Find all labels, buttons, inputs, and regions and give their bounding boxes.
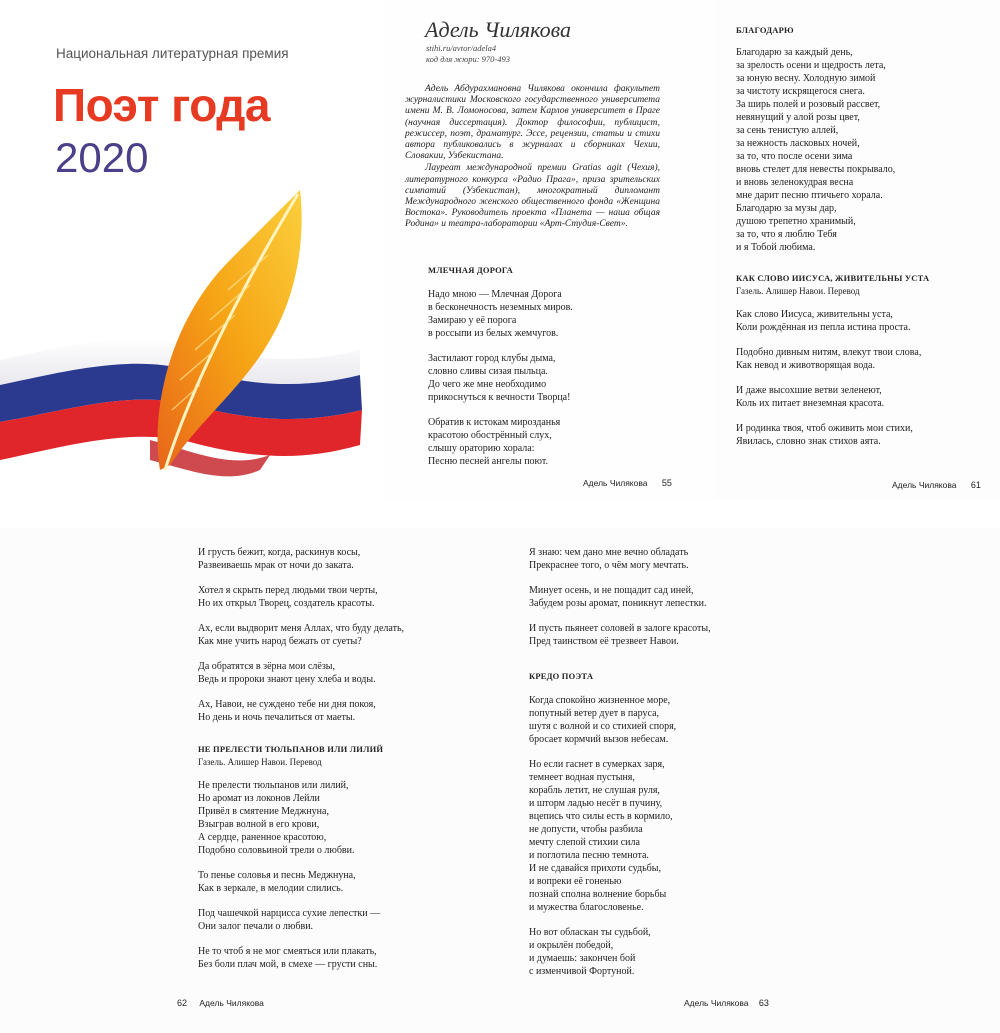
poem-line: За ширь полей и розовый рассвет, (736, 99, 881, 110)
author-url: stihi.ru/avtor/adela4 (426, 43, 497, 53)
prize-label: Национальная литературная премия (56, 46, 289, 61)
poem-line: Без боли плач мой, в смехе — грусти сны. (198, 959, 378, 970)
poem-line: вцепись что силы есть в кормило, (529, 811, 673, 822)
page-61 (715, 0, 1000, 500)
poem-line: Явилась, словно знак стихов аята. (736, 436, 881, 447)
poem-line: Прекраснее того, о чём могу мечтать. (529, 560, 689, 571)
poem-subtitle: Газель. Алишер Навои. Перевод (198, 757, 322, 767)
poem-line: Привёл в смятение Меджнуна, (198, 806, 329, 817)
poem-line: Но их открыл Творец, создатель красоты. (198, 598, 375, 609)
poem-body (736, 308, 921, 448)
poem-line: бросает кормчий вызов небесам. (529, 734, 669, 745)
poem-line: А сердце, раненное красотою, (198, 832, 327, 843)
poem-body (529, 694, 676, 978)
poem-line: Да обратятся в зёрна мои слёзы, (198, 661, 336, 672)
poem-line: Как слово Иисуса, живительны уста, (736, 309, 893, 320)
poem-line: Как невод и животворящая вода. (736, 360, 875, 371)
poem-line: за сень тенистую аллей, (736, 125, 839, 136)
poem-title: НЕ ПРЕЛЕСТИ ТЮЛЬПАНОВ ИЛИ ЛИЛИЙ (198, 744, 384, 754)
page-number: 62 (177, 998, 188, 1008)
poem-line: за юную весну. Холодную зимой (736, 73, 876, 84)
poem-line: Но аромат из локонов Лейли (198, 793, 320, 804)
poem-line: в бесконечность неземных миров. (428, 302, 573, 313)
poem-body (736, 46, 895, 254)
poem-line: корабль летит, не слушая руля, (529, 785, 660, 796)
footer-author: Адель Чилякова (684, 998, 749, 1008)
poem-line: Пред таинством её трезвеет Навои. (529, 636, 679, 647)
poem-line: и окрылён победой, (529, 940, 614, 951)
poem-line: Под чашечкой нарцисса сухие лепестки — (198, 908, 381, 919)
cover-title: Поэт года (53, 79, 270, 131)
poem-line: Застилают город клубы дыма, (428, 353, 556, 364)
poem-line: в россыпи из белых жемчугов. (428, 328, 559, 339)
page-number: 55 (661, 478, 672, 488)
poem-line: Минует осень, и не пощадит сад иней, (529, 585, 694, 596)
page-footer (177, 998, 264, 1008)
poem-line: Но вот обласкан ты судьбой, (529, 927, 651, 938)
poem-body (428, 288, 573, 468)
poem-line: за то, что после осени зима (736, 151, 853, 162)
poem-line: вновь стелет для невесты покрывало, (736, 164, 896, 175)
footer-author: Адель Чилякова (199, 998, 264, 1008)
poem-line: за нежность ласковых ночей, (736, 138, 860, 149)
poem-line: Но если гаснет в сумерках заря, (529, 759, 665, 770)
poem-title: КАК СЛОВО ИИСУСА, ЖИВИТЕЛЬНЫ УСТА (736, 273, 930, 283)
poem-line: душою трепетно хранимый, (736, 216, 856, 227)
poem-body (198, 779, 380, 971)
poem-line: Песню песней ангелы поют. (428, 456, 549, 467)
poem-line: Подобно дивным нитям, влекут твои слова, (736, 347, 922, 358)
page-number: 63 (758, 998, 769, 1008)
poem-body (198, 546, 404, 724)
poem-line: И даже высохшие ветви зеленеют, (736, 385, 882, 396)
page-55 (385, 0, 715, 500)
page-footer (684, 998, 769, 1008)
poem-line: Ах, если выдворит меня Аллах, что буду делать, (198, 623, 405, 634)
poem-line: Благодарю за музы дар, (736, 203, 837, 214)
poem-line: И родинка твоя, чтоб оживить мои стихи, (736, 423, 913, 434)
cover-year: 2020 (55, 134, 149, 181)
page-footer (892, 480, 981, 490)
bio-paragraph: Лауреат международной премии Gratias agit (Чехия), литературного конкурса «Радио Прага», приза зрительских симпатий (Узбекистан), многократный дипломант Международного женского общественного фонда «Женщина Востока». Руководитель проекта «Планета — наша общая Родина» и театра-лаборатории «Арт-Студия-Свет». (405, 163, 660, 230)
bio-paragraph: Адель Абдурахмановна Чилякова окончила факультет журналистики Московского государственного университета имени М. В. Ломоносова, затем Карлов университет в Праге (научная диссертация). Доктор философии, публицист, режиссер, поэт, драматург. Эссе, рецензии, статьи и стихи автора публиковались в журналах и сборниках Чехии, Словакии, Узбекистана. (405, 84, 660, 162)
poem-title: МЛЕЧНАЯ ДОРОГА (428, 265, 513, 275)
poem-line: слышу ораторию хорала: (428, 443, 535, 454)
poem-line: Замираю у её порога (428, 315, 517, 326)
poem-line: и я Тобой любима. (736, 242, 816, 253)
poem-line: Я знаю: чем дано мне вечно обладать (529, 547, 689, 558)
poem-line: Хотел я скрыть перед людьми твои черты, (198, 585, 378, 596)
poem-line: До чего же мне необходимо (428, 379, 547, 390)
poem-line: Как мне учить народ бежать от суеты? (198, 636, 362, 647)
poem-line: невянущий у алой розы цвет, (736, 112, 860, 123)
poem-title: КРЕДО ПОЭТА (529, 671, 594, 681)
flag-feather-illustration (0, 170, 385, 500)
poem-line: прикоснуться к вечности Творца! (428, 392, 571, 403)
poem-line: и вопреки её гоненью (529, 876, 622, 887)
poem-line: Они залог печали о любви. (198, 921, 314, 932)
poem-line: Благодарю за каждый день, (736, 47, 853, 58)
jury-code: код для жюри: 970-493 (426, 54, 510, 64)
poem-line: Обратив к истокам мирозданья (428, 417, 561, 428)
footer-author: Адель Чилякова (583, 478, 648, 488)
poem-line: Не то чтоб я не мог смеяться или плакать, (198, 946, 377, 957)
poem-line: И не сдавайся прихоти судьбы, (529, 863, 661, 874)
poem-line: Коли рождённая из пепла истина проста. (736, 322, 911, 333)
poem-line: Забудем розы аромат, поникнут лепестки. (529, 598, 707, 609)
poem-line: познай сполна волнение борьбы (529, 889, 667, 900)
poem-line: и поглотила песню темнота. (529, 850, 649, 861)
poem-line: Когда спокойно жизненное море, (529, 695, 671, 706)
author-name: Адель Чилякова (425, 17, 571, 42)
poem-line: Развеиваешь мрак от ночи до заката. (198, 560, 354, 571)
poem-line: То пенье соловья и песнь Меджнуна, (198, 870, 356, 881)
poem-line: Не прелести тюльпанов или лилий, (198, 780, 349, 791)
poem-body (529, 546, 711, 648)
poem-line: Взыграв волной в его крови, (198, 819, 320, 830)
cover-page (0, 0, 385, 500)
poem-line: и вновь зеленокудрая весна (736, 177, 854, 188)
poem-subtitle: Газель. Алишер Навои. Перевод (736, 286, 860, 296)
poem-line: за зрелость осени и щедрость лета, (736, 60, 886, 71)
poem-title: БЛАГОДАРЮ (736, 25, 794, 35)
page-number: 61 (970, 480, 981, 490)
poem-line: шутя с волной и со стихией споря, (529, 721, 677, 732)
poem-line: Надо мною — Млечная Дорога (428, 289, 562, 300)
poem-line: за чистоту искрящегося снега. (736, 86, 865, 97)
poem-line: попутный ветер дует в паруса, (529, 708, 660, 719)
poem-line: с изменчивой Фортуной. (529, 966, 635, 977)
poem-line: и шторм ладью несёт в пучину, (529, 798, 663, 809)
page-footer (583, 478, 672, 488)
poem-line: Подобно соловьиной трели о любви. (198, 845, 355, 856)
poem-line: Но день и ночь печалиться от маеты. (198, 712, 356, 723)
poem-line: и мужества благословенье. (529, 902, 644, 913)
poem-line: мне дарит песню птичьего хорала. (736, 190, 883, 201)
poem-line: темнеет водная пустыня, (529, 772, 635, 783)
poem-line: Ведь и пророки знают цену хлеба и воды. (198, 674, 376, 685)
poem-line: Как в зеркале, в мелодии слились. (198, 883, 344, 894)
author-bio (405, 84, 660, 232)
poem-line: и думаешь: закончен бой (529, 953, 636, 964)
poem-line: красотою обострённый слух, (428, 430, 552, 441)
poem-line: словно сливы сизая пыльца. (428, 366, 548, 377)
poem-line: Ах, Навои, не суждено тебе ни дня покоя, (198, 699, 376, 710)
poem-line: И пусть пьянеет соловей в залоге красоты, (529, 623, 711, 634)
poem-line: И грусть бежит, когда, раскинув косы, (198, 547, 361, 558)
poem-line: мечту слепой стихии сила (529, 837, 640, 848)
poem-line: за то, что я люблю Тебя (736, 229, 837, 240)
poem-line: не допусти, чтобы разбила (529, 824, 643, 835)
footer-author: Адель Чилякова (892, 480, 957, 490)
poem-line: Коль их питает внеземная красота. (736, 398, 885, 409)
spread-62-63 (0, 528, 1000, 1033)
